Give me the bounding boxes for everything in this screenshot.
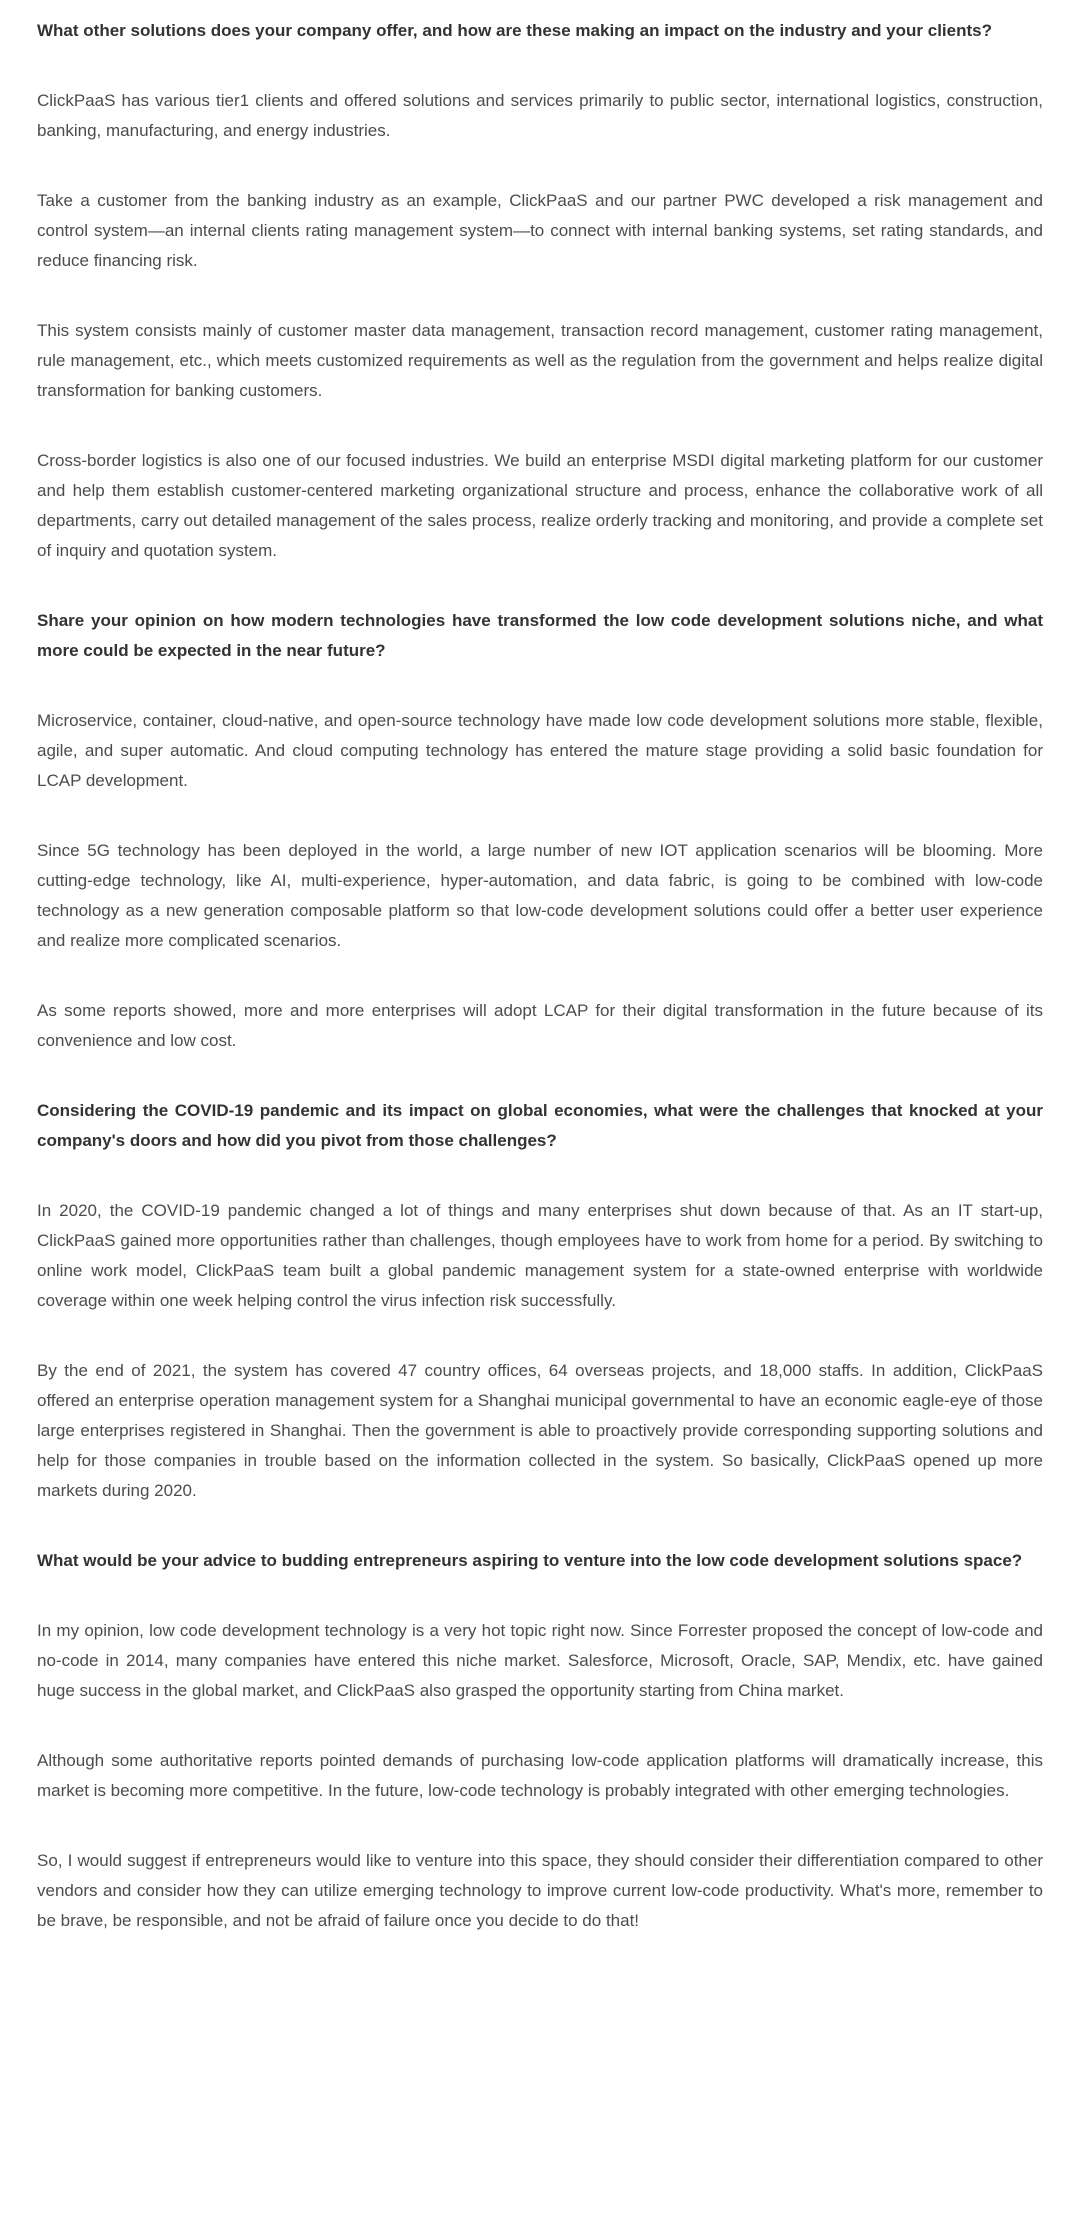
answer-paragraph-market-competitive: Although some authoritative reports pointed demands of purchasing low-code application platforms will dramatically increase, this market is becoming more competitive. In the future, low-code technology is probably integrated with other emerging technologies. xyxy=(37,1751,1043,1800)
answer-paragraph-final-advice: So, I would suggest if entrepreneurs would like to venture into this space, they should consider their differentiation compared to other vendors and consider how they can utilize emerging technology to improve current low-code productivity. What's more, remember to be brave, be responsible, and not be afraid of failure once you decide to do that! xyxy=(37,1851,1043,1930)
answer-paragraph-coverage-markets: By the end of 2021, the system has covered 47 country offices, 64 overseas projects, and 18,000 staffs. In addition, ClickPaaS offered an enterprise operation management system for a Shanghai municipal governmental to have an economic eagle-eye of those large enterprises registered in Shanghai. Then the government is able to proactively provide corresponding supporting solutions and help for those companies in trouble based on the information collected in the system. So basically, ClickPaaS opened up more markets during 2020. xyxy=(37,1361,1043,1500)
answer-paragraph-logistics-platform: Cross-border logistics is also one of our focused industries. We build an enterprise MSDI digital marketing platform for our customer and help them establish customer-centered marketing organizational structure and process, enhance the collaborative work of all departments, carry out detailed management of the sales process, realize orderly tracking and monitoring, and provide a complete set of inquiry and quotation system. xyxy=(37,451,1043,560)
answer-paragraph-lcap-adoption: As some reports showed, more and more enterprises will adopt LCAP for their digital transformation in the future because of its convenience and low cost. xyxy=(37,1001,1043,1050)
question-heading-entrepreneur-advice: What would be your advice to budding entrepreneurs aspiring to venture into the low code development solutions space? xyxy=(37,1551,1023,1570)
question-heading-covid-challenges: Considering the COVID-19 pandemic and its impact on global economies, what were the challenges that knocked at your company's doors and how did you pivot from those challenges? xyxy=(37,1101,1043,1150)
question-heading-solutions-impact: What other solutions does your company offer, and how are these making an impact on the industry and your clients? xyxy=(37,21,992,40)
answer-paragraph-5g-iot: Since 5G technology has been deployed in the world, a large number of new IOT application scenarios will be blooming. More cutting-edge technology, like AI, multi-experience, hyper-automation, and data fabric, is going to be combined with low-code technology as a new generation composable platform so that low-code development solutions could offer a better user experience and realize more complicated scenarios. xyxy=(37,841,1043,950)
answer-paragraph-hot-topic: In my opinion, low code development technology is a very hot topic right now. Since Forrester proposed the concept of low-code and no-code in 2014, many companies have entered this niche market. Salesforce, Microsoft, Oracle, SAP, Mendix, etc. have gained huge success in the global market, and ClickPaaS also grasped the opportunity starting from China market. xyxy=(37,1621,1043,1700)
question-heading-modern-technologies: Share your opinion on how modern technologies have transformed the low code development solutions niche, and what more could be expected in the near future? xyxy=(37,611,1043,660)
answer-paragraph-cloud-native: Microservice, container, cloud-native, and open-source technology have made low code development solutions more stable, flexible, agile, and super automatic. And cloud computing technology has entered the mature stage providing a solid basic foundation for LCAP development. xyxy=(37,711,1043,790)
answer-paragraph-pandemic-system: In 2020, the COVID-19 pandemic changed a lot of things and many enterprises shut down because of that. As an IT start-up, ClickPaaS gained more opportunities rather than challenges, though employees have to work from home for a period. By switching to online work model, ClickPaaS team built a global pandemic management system for a state-owned enterprise with worldwide coverage within one week helping control the virus infection risk successfully. xyxy=(37,1201,1043,1310)
answer-paragraph-clients-industries: ClickPaaS has various tier1 clients and offered solutions and services primarily to public sector, international logistics, construction, banking, manufacturing, and energy industries. xyxy=(37,91,1043,140)
answer-paragraph-banking-example: Take a customer from the banking industry as an example, ClickPaaS and our partner PWC developed a risk management and control system—an internal clients rating management system—to connect with internal banking systems, set rating standards, and reduce financing risk. xyxy=(37,191,1043,270)
answer-paragraph-system-components: This system consists mainly of customer master data management, transaction record management, customer rating management, rule management, etc., which meets customized requirements as well as the regulation from the government and helps realize digital transformation for banking customers. xyxy=(37,321,1043,400)
